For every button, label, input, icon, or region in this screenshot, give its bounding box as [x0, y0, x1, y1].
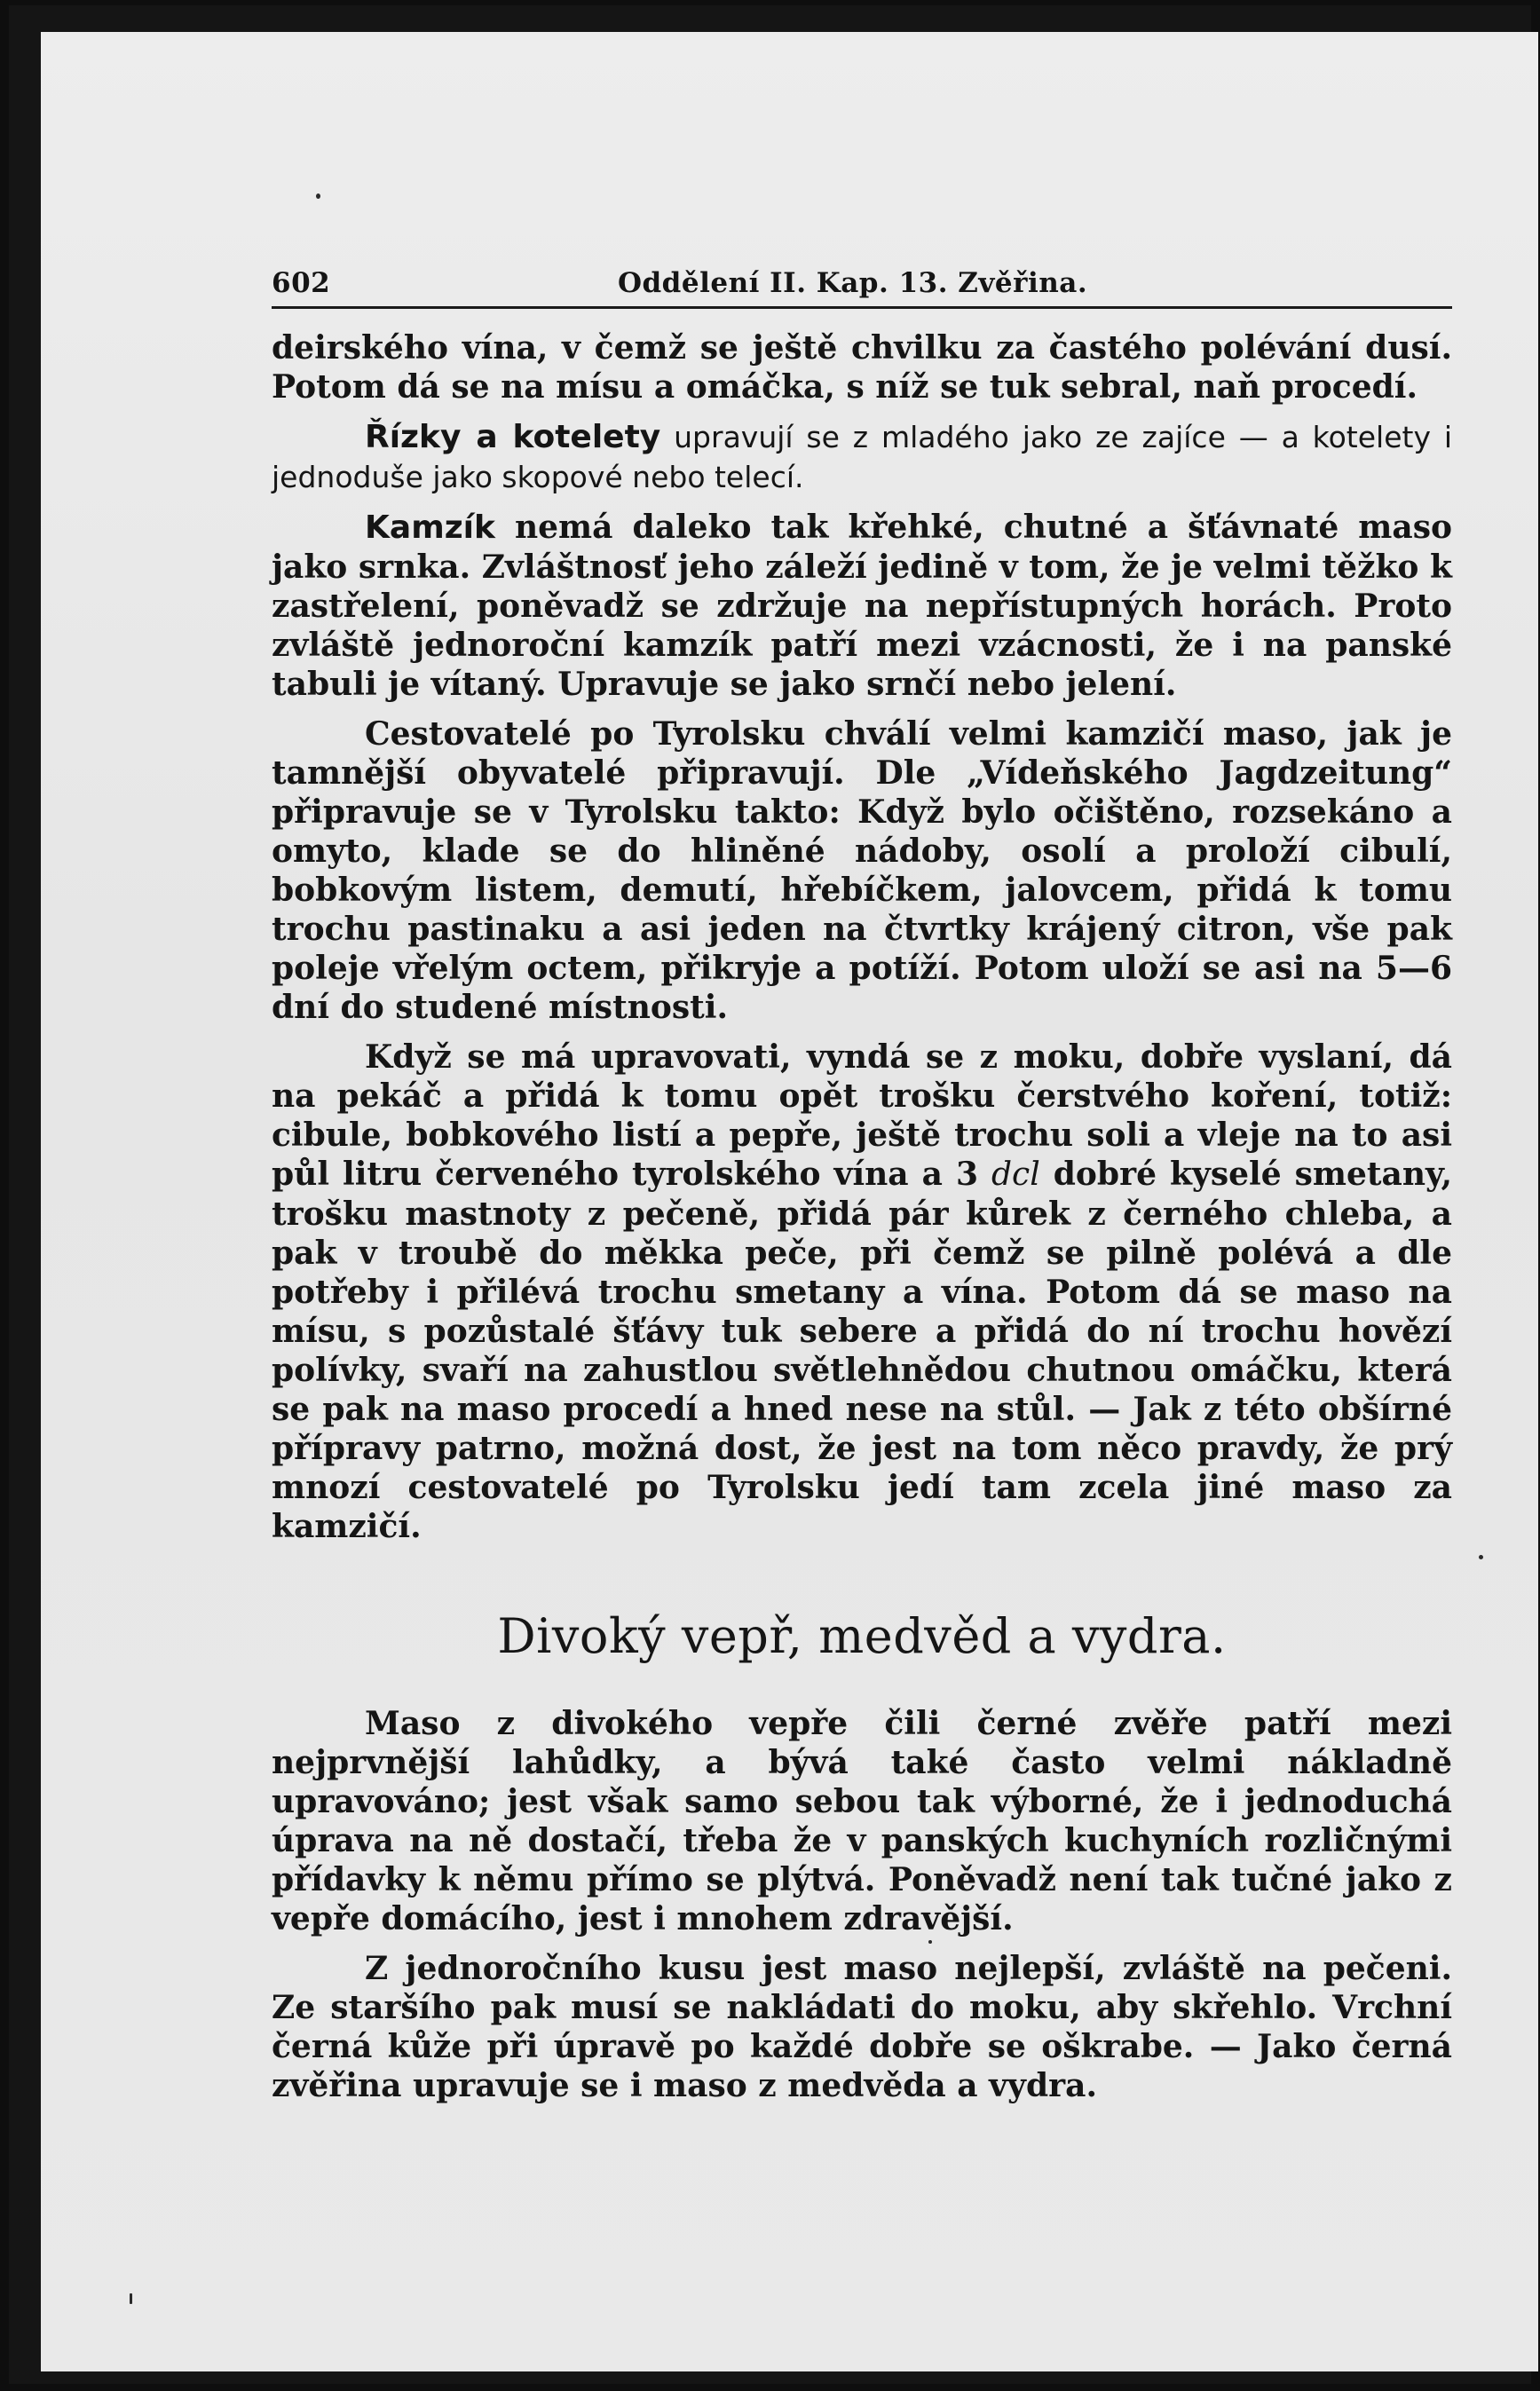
paragraph: Cestovatelé po Tyrolsku chválí velmi kamzičí maso, jak je tamnější obyvatelé připravují. Dle „Vídeňského Jagdzeitung“ připravuje se v Tyrolsku takto: Když bylo očištěno, rozsekáno a omyto, klade se do hliněné nádoby, osolí a proloží cibulí, bobkovým listem, demutí, hřebíčkem, jalovcem, přidá k tomu trochu pastinaku a asi jeden na čtvrtky krájený citron, vše pak poleje vřelým octem, přikryje a potíží. Potom uloží se asi na 5—6 dní do studené místnosti. [272, 715, 1452, 1026]
ink-speck [130, 2293, 132, 2304]
section-heading: Divoký vepř, medvěd a vydra. [497, 1608, 1227, 1664]
paragraph-body: dobré kyselé smetany, trošku mastnoty z pečeně, přidá pár kůrek z černého chleba, a pak v troubě do měkka peče, při čemž se pilně polévá a dle potřeby i přilévá trochu smetany a vína. Potom dá se maso na mísu, s pozůstalé šťávy tuk sebere a přidá do ní trochu hovězí polívky, svaří na zahustlou světlehnědou chutnou omáčku, která se pak na maso procedí a hned nese na stůl. — Jak z této obšírné přípravy patrno, možná dost, že jest na tom něco pravdy, že prý mnozí cestovatelé po Tyrolsku jedí tam zcela jiné maso za kamzičí. [272, 1156, 1452, 1545]
paragraph [272, 1038, 1452, 1546]
running-title: Oddělení II. Kap. 13. Zvěřina. [618, 267, 1088, 299]
paragraph: Z jednoročního kusu jest maso nejlepší, zvláště na pečeni. Ze staršího pak musí se nakládati do moku, aby skřehlo. Vrchní černá kůže při úpravě po každé dobře se oškrabe. — Jako černá zvěřina upravuje se i maso z medvěda a vydra. [272, 1950, 1452, 2104]
ink-speck [1479, 1555, 1483, 1559]
paragraph-lead: Řízky a kotelety [365, 419, 661, 455]
paragraph [272, 417, 1452, 497]
running-header [272, 267, 1452, 309]
paragraph-body: Když se má upravovati, vyndá se z moku, dobře vyslaní, dá na pekáč a přidá k tomu opět trošku čerstvého koření, totiž: cibule, bobkového listí a pepře, ještě trochu soli a vleje na to asi půl litru červeného tyrolského vína a 3 [272, 1038, 1452, 1193]
paragraph [272, 508, 1452, 704]
page-number: 602 [272, 267, 331, 299]
section-chamois [272, 328, 1452, 1546]
book-page [41, 32, 1538, 2371]
page-content [272, 267, 1452, 2105]
paragraph-lead: Kamzík [365, 509, 495, 546]
unit-abbreviation: dcl [991, 1156, 1040, 1193]
paragraph-body: upravují se z mladého jako ze zajíce — a kotelety i jednoduše jako skopové nebo telecí. [272, 420, 1452, 494]
paragraph-body: nemá daleko tak křehké, chutné a šťávnaté maso jako srnka. Zvláštnosť jeho záleží jedině v tom, že je velmi těžko k zastřelení, poněvadž se zdržuje na nepřístupných horách. Proto zvláště jednoroční kamzík patří mezi vzácnosti, že i na panské tabuli je vítaný. Upravuje se jako srnčí nebo jelení. [272, 509, 1452, 703]
paragraph: Maso z divokého vepře čili černé zvěře patří mezi nejprvnější lahůdky, a bývá také často velmi nákladně upravováno; jest však samo sebou tak výborné, že i jednoduchá úprava na ně dostačí, třeba že v panských kuchyních rozličnými přídavky k němu přímo se plýtvá. Poněvadž není tak tučné jako z vepře domácího, jest i mnohem zdravější. [272, 1705, 1452, 1937]
section-boar [272, 1704, 1452, 2105]
scan-border [9, 5, 1531, 2384]
paragraph: deirského vína, v čemž se ještě chvilku za častého polévání dusí. Potom dá se na mísu a omáčka, s níž se tuk sebral, naň procedí. [272, 329, 1452, 406]
ink-speck [316, 193, 320, 199]
